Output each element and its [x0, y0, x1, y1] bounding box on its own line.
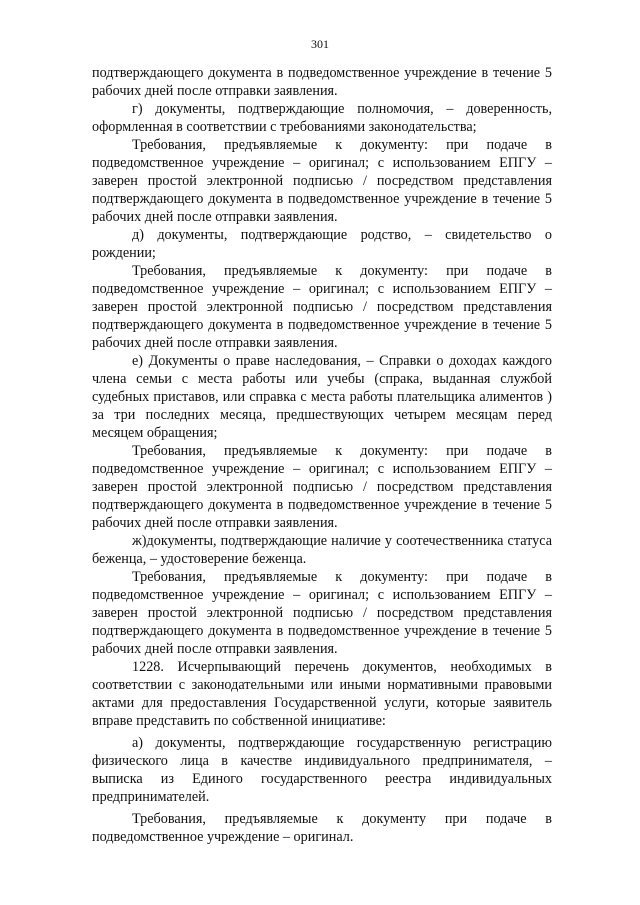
paragraph: подтверждающего документа в подведомственное учреждение в течение 5 рабочих дней после отправки заявления.	[92, 65, 552, 99]
page-number: 301	[311, 37, 329, 51]
paragraph-item-zh: ж)документы, подтверждающие наличие у соотечественника статуса беженца, – удостоверение беженца.	[92, 533, 552, 567]
paragraph-item-g: г) документы, подтверждающие полномочия, – доверенность, оформленная в соответствии с требованиями законодательства;	[92, 101, 552, 135]
paragraph-item-a: а) документы, подтверждающие государственную регистрацию физического лица в качестве индивидуального предпринимателя, – выписка из Единого государственного реестра индивидуальных предпринимателей.	[92, 735, 552, 805]
paragraph-requirements: Требования, предъявляемые к документу: при подаче в подведомственное учреждение – оригинал; с использованием ЕПГУ – заверен простой электронной подписью / посредством представления подтверждающего документа в подведомственное учреждение в течение 5 рабочих дней после отправки заявления.	[92, 569, 552, 657]
document-body	[92, 64, 552, 846]
paragraph-requirements: Требования, предъявляемые к документу: при подаче в подведомственное учреждение – оригинал; с использованием ЕПГУ – заверен простой электронной подписью / посредством представления подтверждающего документа в подведомственное учреждение в течение 5 рабочих дней после отправки заявления.	[92, 443, 552, 531]
paragraph-section-1228: 1228. Исчерпывающий перечень документов, необходимых в соответствии с законодательными или иными нормативными правовыми актами для предоставления Государственной услуги, которые заявитель вправе представить по собственной инициативе:	[92, 659, 552, 729]
paragraph-requirements: Требования, предъявляемые к документу при подаче в подведомственное учреждение – оригинал.	[92, 811, 552, 845]
paragraph-requirements: Требования, предъявляемые к документу: при подаче в подведомственное учреждение – оригинал; с использованием ЕПГУ – заверен простой электронной подписью / посредством представления подтверждающего документа в подведомственное учреждение в течение 5 рабочих дней после отправки заявления.	[92, 137, 552, 225]
paragraph-requirements: Требования, предъявляемые к документу: при подаче в подведомственное учреждение – оригинал; с использованием ЕПГУ – заверен простой электронной подписью / посредством представления подтверждающего документа в подведомственное учреждение в течение 5 рабочих дней после отправки заявления.	[92, 263, 552, 351]
paragraph-item-d: д) документы, подтверждающие родство, – свидетельство о рождении;	[92, 227, 552, 261]
paragraph-item-e: е) Документы о праве наследования, – Справки о доходах каждого члена семьи с места работы или учебы (спрака, выданная службой судебных приставов, или справка с места работы плательщика алиментов ) за три последних месяца, предшествующих четырем месяцам перед месяцем обращения;	[92, 353, 552, 441]
